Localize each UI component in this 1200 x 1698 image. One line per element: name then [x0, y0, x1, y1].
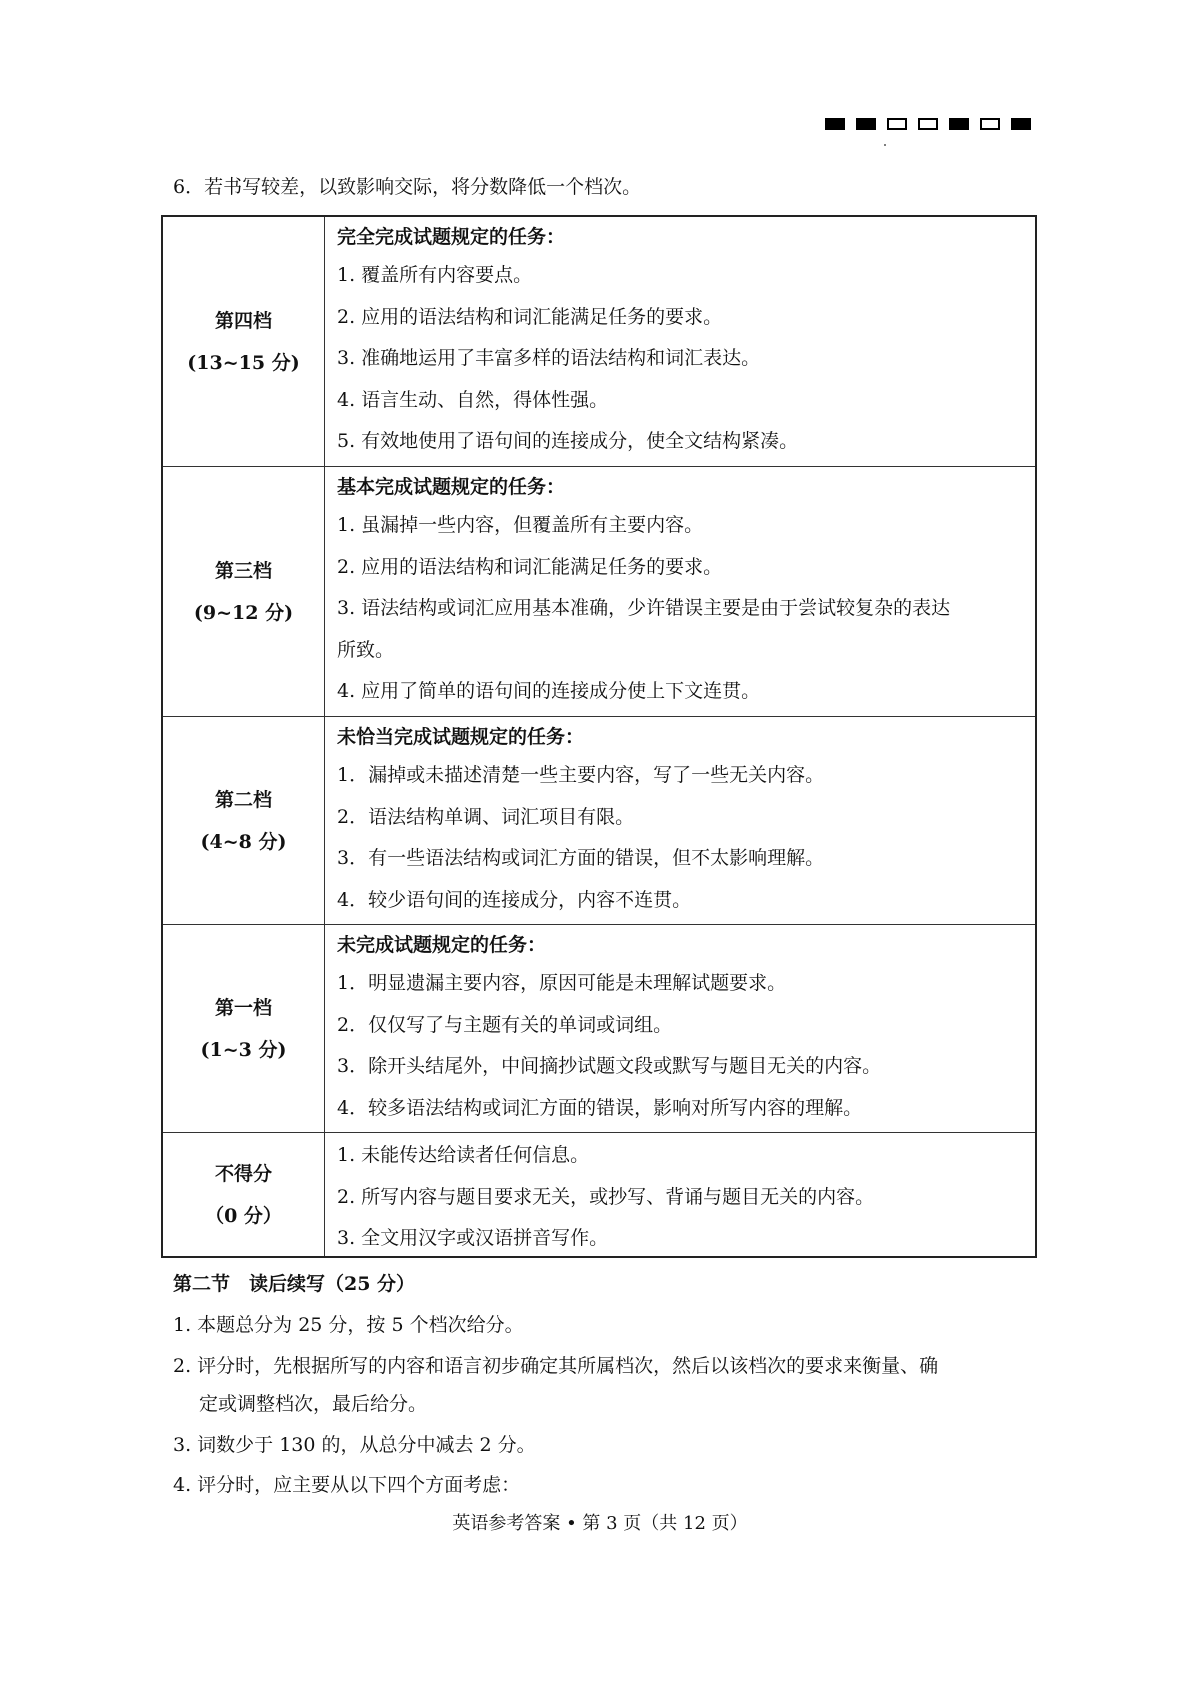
grade-label: 不得分 [214, 1162, 272, 1185]
grade-cell [163, 217, 325, 466]
criteria-cell [325, 467, 1035, 716]
criteria-item: 2. 所写内容与题目要求无关，或抄写、背诵与题目无关的内容。 [337, 1185, 875, 1208]
grade-row [163, 217, 1035, 467]
header-mark [856, 118, 876, 130]
grade-score: （0 分） [205, 1204, 282, 1227]
criteria-item: 4. 语言生动、自然，得体性强。 [337, 388, 609, 411]
grade-row [163, 1133, 1035, 1256]
criteria-item: 1．明显遗漏主要内容，原因可能是未理解试题要求。 [337, 972, 787, 994]
criteria-item: 3. 语法结构或词汇应用基本准确，少许错误主要是由于尝试较复杂的表达 [337, 597, 951, 620]
section-heading: 第二节 读后续写（25 分） [173, 1273, 416, 1295]
grade-cell [163, 1133, 325, 1256]
criteria-item: 3．有一些语法结构或词汇方面的错误，但不太影响理解。 [337, 847, 825, 870]
criteria-cell [325, 717, 1035, 924]
grading-table [161, 215, 1037, 1258]
header-mark [949, 118, 969, 130]
grade-score: (9~12 分) [193, 601, 294, 624]
criteria-item: 3. 全文用汉字或汉语拼音写作。 [337, 1227, 609, 1250]
section-rule: 定或调整档次，最后给分。 [199, 1393, 428, 1415]
criteria-item: 2. 应用的语法结构和词汇能满足任务的要求。 [337, 305, 723, 328]
header-mark [887, 118, 907, 130]
grade-cell [163, 467, 325, 716]
criteria-item: 1．漏掉或未描述清楚一些主要内容，写了一些无关内容。 [337, 764, 825, 786]
criteria-title: 完全完成试题规定的任务： [337, 226, 566, 248]
criteria-cell [325, 217, 1035, 466]
grade-score: (4~8 分) [200, 830, 287, 853]
criteria-item: 2．语法结构单调、词汇项目有限。 [337, 805, 635, 828]
header-mark [1011, 118, 1031, 130]
criteria-item: 1. 覆盖所有内容要点。 [337, 264, 533, 286]
header-mark [825, 118, 845, 130]
grade-cell [163, 925, 325, 1132]
section-rule: 4. 评分时，应主要从以下四个方面考虑： [173, 1474, 521, 1496]
section-rule: 3. 词数少于 130 的，从总分中减去 2 分。 [173, 1434, 536, 1456]
criteria-item: 1. 虽漏掉一些内容，但覆盖所有主要内容。 [337, 514, 704, 536]
grade-cell [163, 717, 325, 924]
page-footer: 英语参考答案 • 第 3 页（共 12 页） [452, 1513, 748, 1534]
criteria-item: 4．较多语法结构或词汇方面的错误，影响对所写内容的理解。 [337, 1096, 863, 1119]
criteria-item: 3．除开头结尾外，中间摘抄试题文段或默写与题目无关的内容。 [337, 1055, 882, 1078]
criteria-item: 1. 未能传达给读者任何信息。 [337, 1144, 590, 1166]
header-mark [980, 118, 1000, 130]
criteria-item: 2. 应用的语法结构和词汇能满足任务的要求。 [337, 555, 723, 578]
criteria-title: 未完成试题规定的任务： [337, 934, 547, 956]
section-rule: 2. 评分时，先根据所写的内容和语言初步确定其所属档次，然后以该档次的要求来衡量、确 [173, 1355, 939, 1377]
criteria-item: 5. 有效地使用了语句间的连接成分，使全文结构紧凑。 [337, 430, 799, 453]
criteria-cell [325, 1133, 1035, 1256]
intro-rule: 6．若书写较差，以致影响交际，将分数降低一个档次。 [173, 176, 642, 198]
header-mark [918, 118, 938, 130]
grade-row [163, 467, 1035, 717]
criteria-item: 3. 准确地运用了丰富多样的语法结构和词汇表达。 [337, 347, 761, 370]
criteria-item: 2．仅仅写了与主题有关的单词或词组。 [337, 1013, 673, 1036]
grade-label: 第三档 [214, 559, 272, 582]
grade-score: (1~3 分) [200, 1038, 287, 1061]
grade-label: 第一档 [214, 996, 272, 1019]
scan-dot [884, 144, 886, 146]
criteria-title: 未恰当完成试题规定的任务： [337, 726, 585, 748]
criteria-item: 所致。 [337, 638, 395, 661]
section-rule: 1. 本题总分为 25 分，按 5 个档次给分。 [173, 1314, 524, 1336]
grade-score: (13~15 分) [187, 351, 300, 374]
grade-label: 第二档 [214, 788, 272, 811]
header-marks [825, 118, 1031, 130]
criteria-title: 基本完成试题规定的任务： [337, 476, 566, 498]
grade-label: 第四档 [214, 309, 272, 332]
grade-row [163, 925, 1035, 1133]
criteria-cell [325, 925, 1035, 1132]
criteria-item: 4．较少语句间的连接成分，内容不连贯。 [337, 888, 692, 911]
grade-row [163, 717, 1035, 925]
criteria-item: 4. 应用了简单的语句间的连接成分使上下文连贯。 [337, 680, 761, 703]
